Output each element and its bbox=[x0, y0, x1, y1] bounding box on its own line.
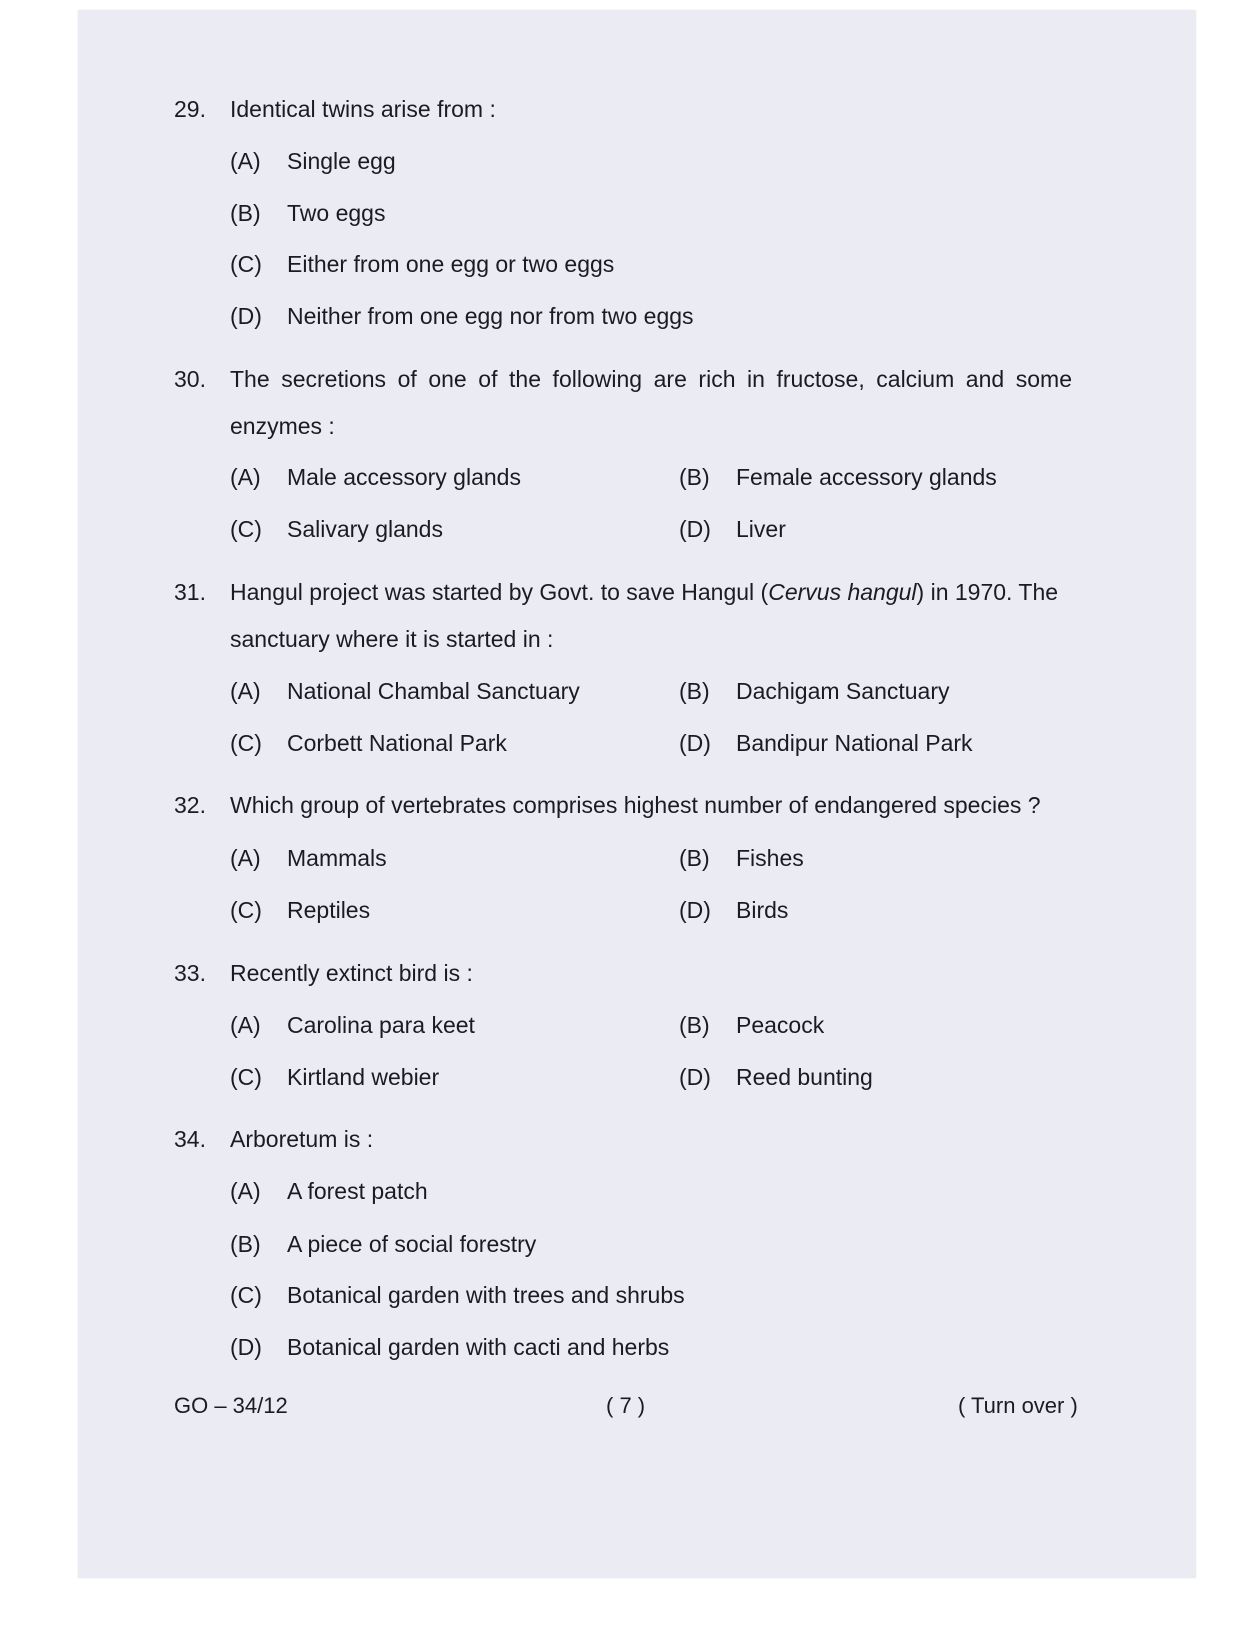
species-name: Cervus hangul bbox=[768, 579, 917, 605]
option-text-a: Carolina para keet bbox=[287, 1012, 475, 1038]
option-letter-d: (D) bbox=[679, 516, 711, 542]
option-text-d: Botanical garden with cacti and herbs bbox=[287, 1334, 670, 1360]
option-text-a: Male accessory glands bbox=[287, 464, 521, 490]
option-text-b: Two eggs bbox=[287, 200, 386, 226]
option-letter-c: (C) bbox=[230, 1064, 262, 1090]
option-text-c: Corbett National Park bbox=[287, 730, 507, 756]
option-text-b: Peacock bbox=[736, 1012, 825, 1038]
option-text-b: Female accessory glands bbox=[736, 464, 997, 490]
question-number: 31. bbox=[174, 579, 206, 605]
option-text-d: Liver bbox=[736, 516, 786, 542]
turn-over-note: ( Turn over ) bbox=[958, 1393, 1078, 1418]
paper-code: GO – 34/12 bbox=[174, 1393, 288, 1418]
option-letter-d: (D) bbox=[230, 303, 262, 329]
option-letter-b: (B) bbox=[679, 464, 710, 490]
option-letter-d: (D) bbox=[679, 897, 711, 923]
option-text-a: Mammals bbox=[287, 845, 387, 871]
question-stem: Identical twins arise from : bbox=[230, 96, 496, 122]
question-stem-line-1 bbox=[230, 579, 1058, 605]
question-stem: Arboretum is : bbox=[230, 1126, 374, 1152]
option-letter-d: (D) bbox=[679, 1064, 711, 1090]
option-text-c: Kirtland webier bbox=[287, 1064, 440, 1090]
question-stem: Which group of vertebrates comprises highest number of endangered species ? bbox=[230, 792, 1041, 818]
question-stem-line-1: The secretions of one of the following are rich in fructose, calcium and some bbox=[230, 366, 1072, 392]
option-letter-a: (A) bbox=[230, 1012, 261, 1038]
question-number: 34. bbox=[174, 1126, 206, 1152]
option-letter-a: (A) bbox=[230, 148, 261, 174]
option-text-c: Reptiles bbox=[287, 897, 371, 923]
option-letter-b: (B) bbox=[679, 845, 710, 871]
option-letter-c: (C) bbox=[230, 730, 262, 756]
option-letter-c: (C) bbox=[230, 251, 262, 277]
question-number: 30. bbox=[174, 366, 206, 392]
question-stem-line-2: enzymes : bbox=[230, 413, 335, 439]
option-letter-a: (A) bbox=[230, 678, 261, 704]
option-letter-d: (D) bbox=[230, 1334, 262, 1360]
option-text-d: Reed bunting bbox=[736, 1064, 873, 1090]
option-letter-a: (A) bbox=[230, 1178, 261, 1204]
option-letter-b: (B) bbox=[230, 200, 261, 226]
option-text-d: Bandipur National Park bbox=[736, 730, 973, 756]
page-number: ( 7 ) bbox=[606, 1393, 646, 1418]
option-letter-b: (B) bbox=[679, 1012, 710, 1038]
option-text-d: Neither from one egg nor from two eggs bbox=[287, 303, 694, 329]
option-letter-d: (D) bbox=[679, 730, 711, 756]
stem-text-end: ) in 1970. The bbox=[916, 579, 1059, 605]
question-stem: Recently extinct bird is : bbox=[230, 960, 473, 986]
option-text-a: National Chambal Sanctuary bbox=[287, 678, 580, 704]
option-letter-b: (B) bbox=[679, 678, 710, 704]
option-letter-b: (B) bbox=[230, 1231, 261, 1257]
option-letter-a: (A) bbox=[230, 464, 261, 490]
question-number: 32. bbox=[174, 792, 206, 818]
option-letter-c: (C) bbox=[230, 516, 262, 542]
option-text-b: Dachigam Sanctuary bbox=[736, 678, 950, 704]
stem-text-start: Hangul project was started by Govt. to save Hangul ( bbox=[230, 579, 769, 605]
option-text-a: Single egg bbox=[287, 148, 396, 174]
option-letter-a: (A) bbox=[230, 845, 261, 871]
question-number: 33. bbox=[174, 960, 206, 986]
option-text-c: Either from one egg or two eggs bbox=[287, 251, 615, 277]
option-letter-c: (C) bbox=[230, 897, 262, 923]
option-text-c: Salivary glands bbox=[287, 516, 443, 542]
option-text-b: Fishes bbox=[736, 845, 804, 871]
option-text-b: A piece of social forestry bbox=[287, 1231, 537, 1257]
option-text-c: Botanical garden with trees and shrubs bbox=[287, 1282, 685, 1308]
option-text-d: Birds bbox=[736, 897, 789, 923]
question-stem-line-2: sanctuary where it is started in : bbox=[230, 626, 554, 652]
option-text-a: A forest patch bbox=[287, 1178, 428, 1204]
question-number: 29. bbox=[174, 96, 206, 122]
option-letter-c: (C) bbox=[230, 1282, 262, 1308]
